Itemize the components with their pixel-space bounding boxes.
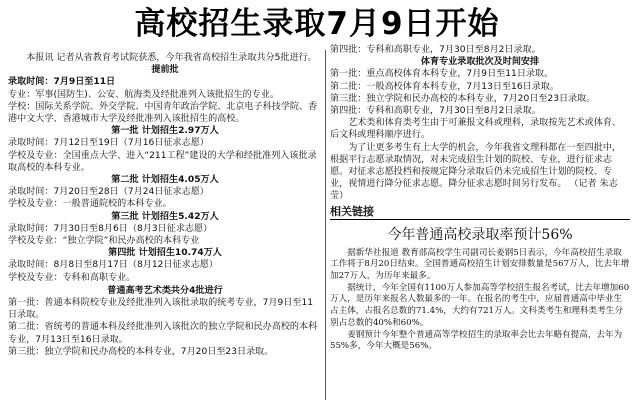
left-paragraph: 录取时间：8月8日至8月17日（8月12日征求志愿） [8,260,218,271]
right-top-paragraph: 为了让更多考生有上大学的机会，今年我省文理科都在一至四批中，根据平行志愿录取情况，对未完成招生计划的院校、专业，进行征求志愿。对征求志愿投档和按规定降分录取后仍未完成招生计划的院校、专业，视情进行降分征求志愿。降分征求志愿时间另行发布。 （记者 朱志莹） [330,142,622,202]
left-paragraph: 第三批 计划招生5.42万人 [111,211,219,222]
left-paragraph: 录取时间：7月12日至19日（7月16日征求志愿） [8,138,209,149]
left-paragraph: 第四批 计划招生10.74万人 [108,248,222,259]
left-paragraph: 第二批：省统考的普通本科及经批准列入该批次的独立学院和民办高校的本科专业，7月13日至16日录取。 [8,322,318,345]
article-right-column [330,44,630,353]
left-paragraph: 学校及专业：“独立学院”和民办高校的本科专业 [8,236,200,247]
left-paragraph: 第一批 计划招生2.97万人 [111,126,219,137]
headline: 高校招生录取7月9日开始 [134,6,500,42]
left-paragraph: 学校及专业：一般普通院校的本科专业。 [8,199,172,210]
left-paragraph: 录取时间：7月9日至11日 [8,77,116,88]
related-links-header [330,206,630,221]
news-paragraph: 姜钢预计今年整个普通高等学校招生的录取率会比去年略有提高，去年为55%多，今年大概是56%。 [330,329,623,352]
left-paragraph: 专业：军事(国防生)、公安、航海类及经批准列入该批招生的专业。 [8,89,279,100]
related-rule [330,219,630,220]
left-paragraph: 学校及专业：专科和高职专业。 [8,272,136,283]
right-top-paragraph: 第二批：一般高校体育本科专业，7月13日至16日录取。 [330,81,559,92]
related-label: 相关链接 [330,206,378,218]
news-paragraph: 据统计，今年全国有1100万人参加高等学校招生报名考试，比去年增加60万人，是历年来报名人数最多的一年。在报名的考生中，应届普通高中毕业生占主体，占报名总数的71.4%，大约有721万人。文科类考生和理科类考生分别占总数的40%和60%。 [330,282,630,328]
column-divider [325,50,326,400]
left-paragraph: 录取时间：7月20日至28日（7月24日征求志愿） [8,187,209,198]
left-paragraph: 普通高考艺术类共分4批进行 [107,285,223,296]
news-paragraph: 据新华社报道 教育部高校学生司副司长姜钢5日表示，今年高校招生录取工作将于8月20日结束。全国普通高校招生计划安排数量是567万人，比去年增加27万人，为历年来最多。 [330,247,630,282]
news-title: 今年普通高校录取率预计56% [387,226,573,243]
left-paragraph: 学校：国际关系学院、外交学院、中国青年政治学院、北京电子科技学院、香港中文大学、香港城市大学及经批准列入该批招生的高校。 [8,101,318,125]
left-paragraph: 第一批：普通本科院校专业及经批准列入该批录取的统考专业，7月9日至11日录取。 [8,298,314,321]
right-top-paragraph: 体育专业录取批次及时间安排 [420,57,540,68]
left-paragraph: 学校及专业：全国重点大学、进入“211工程”建设的大学和经批准列入该批录取高校的本科专业。 [8,150,317,173]
right-top-paragraph: 第三批：独立学院和民办高校的本科专业，7月20日至23日录取。 [330,93,596,104]
news-body [330,248,630,353]
right-top-paragraph: 第四批：专科和高职专业，7月30日至8月2日录取。 [330,106,541,117]
right-top-section [330,44,630,203]
left-paragraph: 第二批 计划招生4.05万人 [111,175,219,186]
article-left-column [8,52,322,358]
left-paragraph: 第三批：独立学院和民办高校的本科专业，7月20日至23日录取。 [8,346,274,357]
left-paragraph: 提前批 [151,65,179,76]
right-top-paragraph: 第四批：专科和高职专业，7月30日至8月2日录取。 [330,45,541,55]
right-top-paragraph: 第一批：重点高校体育本科专业，7月9日至11日录取。 [330,69,554,80]
left-paragraph: 录取时间：7月30日至8月6日（8月3日征求志愿） [8,223,213,234]
right-top-paragraph: 艺术类和体育类考生由于可兼报文科或理科，录取按先艺术或体育、后文科或理科顺序进行。 [330,118,622,141]
left-paragraph: 本报讯 记者从省教育考试院获悉，今年我省高校招生录取共分5批进行。 [26,53,317,63]
